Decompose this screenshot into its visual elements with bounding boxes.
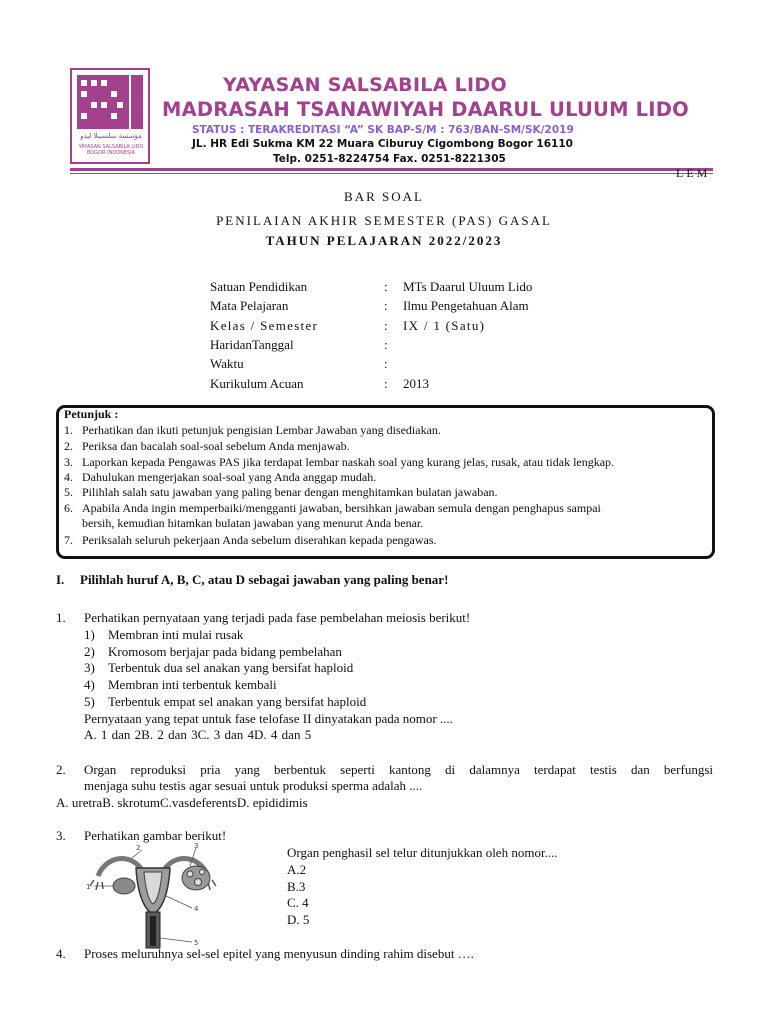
info-label: HaridanTanggal [210, 337, 294, 352]
instruction-item [64, 423, 441, 438]
label-line [166, 896, 192, 908]
info-label: Mata Pelajaran [210, 298, 289, 313]
header-divider [70, 168, 713, 171]
statement-text: Terbentuk empat sel anakan yang bersifat haploid [108, 694, 367, 709]
answer-option: A.2 [287, 862, 307, 877]
info-value: MTs Daarul Uluum Lido [403, 279, 533, 294]
diagram-label-5: 5 [194, 939, 199, 947]
instruction-item [64, 470, 376, 485]
info-label: Kelas / Semester [210, 318, 319, 333]
answer-option: D. 5 [287, 912, 310, 927]
question-text: Perhatikan gambar berikut! [84, 828, 227, 843]
follicle [187, 871, 193, 877]
instruction-text: Periksalah seluruh pekerjaan Anda sebelum diserahkan kepada pengawas. [82, 533, 437, 547]
vaginal-canal [150, 916, 156, 946]
doc-title-3: TAHUN PELAJARAN 2022/2023 [265, 233, 503, 248]
section-text: Pilihlah huruf A, B, C, atau D sebagai jawaban yang paling benar! [80, 572, 449, 587]
header-divider-thin [70, 173, 713, 174]
instruction-text: Dahulukan mengerjakan soal-soal yang Anda anggap mudah. [82, 470, 377, 484]
doc-title-1: BAR SOAL [344, 189, 424, 204]
info-colon: : [384, 376, 388, 391]
instruction-number: 7. [64, 533, 73, 547]
statement-text: Membran inti mulai rusak [108, 627, 244, 642]
right-ovary [182, 866, 210, 890]
corner-text: LEM [676, 166, 711, 180]
question-text: Proses meluruhnya sel-sel epitel yang menyusun dinding rahim disebut …. [84, 946, 474, 961]
left-fimbriae [90, 880, 103, 890]
follicle [200, 870, 205, 875]
instruction-number: 4. [64, 470, 73, 484]
statement-number: 1) [84, 627, 95, 642]
instruction-item [64, 485, 498, 500]
instruction-number: 2. [64, 439, 73, 453]
question-number: 2. [56, 762, 66, 777]
diagram-label-1: 1 [86, 883, 91, 891]
instruction-number: 5. [64, 485, 73, 499]
instruction-item [64, 533, 437, 548]
instruction-number: 3. [64, 455, 73, 469]
logo-bar [131, 75, 143, 129]
info-label: Satuan Pendidikan [210, 279, 308, 294]
answer-options: A. 1 dan 2B. 2 dan 3C. 3 dan 4D. 4 dan 5 [84, 727, 312, 742]
instructions-title: Petunjuk : [64, 407, 119, 421]
section-number: I. [56, 572, 65, 587]
school-name: MADRASAH TSANAWIYAH DAARUL ULUUM LIDO [162, 98, 689, 121]
question-number: 3. [56, 828, 66, 843]
diagram-label-2: 2 [136, 844, 141, 852]
question-prompt: Pernyataan yang tepat untuk fase telofase II dinyatakan pada nomor .... [84, 711, 453, 726]
instruction-text-cont: bersih, kemudian hitamkan bulatan jawaban yang menurut Anda benar. [82, 516, 424, 530]
info-value: 2013 [403, 376, 429, 391]
question-text-cont: menjaga suhu testis agar sesuai untuk produksi sperma adalah .... [84, 778, 423, 793]
question-prompt: Organ penghasil sel telur ditunjukkan oleh nomor.... [287, 845, 558, 860]
statement-number: 4) [84, 677, 95, 692]
answer-option: C. 4 [287, 895, 309, 910]
doc-title-2: PENILAIAN AKHIR SEMESTER (PAS) GASAL [216, 213, 552, 228]
instruction-text: Apabila Anda ingin memperbaiki/mengganti jawaban, bersihkan jawaban semula dengan penghapus sampai [82, 501, 601, 515]
section-heading [56, 572, 448, 588]
statement-number: 5) [84, 694, 95, 709]
uterus-diagram [86, 842, 220, 950]
instruction-item [64, 439, 350, 454]
label-line [160, 938, 192, 942]
logo-emblem [77, 75, 129, 129]
question-text: Perhatikan pernyataan yang terjadi pada fase pembelahan meiosis berikut! [84, 610, 471, 625]
question-text: Organ reproduksi pria yang berbentuk seperti kantong di dalamnya terdapat testis dan berfungsi [84, 762, 713, 777]
info-value: IX / 1 (Satu) [403, 318, 486, 333]
follicle [195, 879, 202, 886]
instruction-text: Laporkan kepada Pengawas PAS jika terdapat lembar naskah soal yang kurang jelas, rusak, atau tidak lengkap. [82, 455, 615, 469]
question-number: 4. [56, 946, 66, 961]
instruction-text: Periksa dan bacalah soal-soal sebelum Anda menjawab. [82, 439, 350, 453]
diagram-label-4: 4 [194, 905, 199, 913]
statement-number: 3) [84, 660, 95, 675]
instruction-number: 6. [64, 501, 73, 515]
instruction-item [64, 501, 601, 516]
info-colon: : [384, 279, 388, 294]
info-colon: : [384, 337, 388, 352]
diagram-label-3: 3 [194, 842, 199, 850]
instruction-item [64, 455, 614, 470]
foundation-name: YAYASAN SALSABILA LIDO [223, 74, 507, 96]
statement-text: Kromosom berjajar pada bidang pembelahan [108, 644, 342, 659]
accreditation-status: STATUS : TERAKREDITASI “A” SK BAP-S/M : 763/BAN-SM/SK/2019 [192, 124, 574, 136]
answer-option: B.3 [287, 879, 306, 894]
school-logo [70, 68, 150, 164]
info-value: Ilmu Pengetahuan Alam [403, 298, 529, 313]
info-label: Waktu [210, 356, 244, 371]
question-number: 1. [56, 610, 66, 625]
statement-number: 2) [84, 644, 95, 659]
info-colon: : [384, 356, 388, 371]
statement-text: Membran inti terbentuk kembali [108, 677, 277, 692]
left-ovary [113, 878, 135, 894]
info-colon: : [384, 318, 388, 333]
answer-options: A. uretraB. skrotumC.vasdeferentsD. epididimis [56, 795, 308, 810]
logo-caption: YAYASAN SALSABILA LIDO BOGOR INDONESIA [78, 144, 144, 156]
statement-text: Terbentuk dua sel anakan yang bersifat haploid [108, 660, 354, 675]
instruction-text: Perhatikan dan ikuti petunjuk pengisian Lembar Jawaban yang disediakan. [82, 423, 441, 437]
info-label: Kurikulum Acuan [210, 376, 304, 391]
instruction-number: 1. [64, 423, 73, 437]
school-phone: Telp. 0251-8224754 Fax. 0251-8221305 [273, 153, 506, 165]
logo-arabic-text: مؤسسة سلسبيلا ليدو [80, 132, 142, 140]
instruction-text: Pilihlah salah satu jawaban yang paling benar dengan menghitamkan bulatan jawaban. [82, 485, 498, 499]
info-colon: : [384, 298, 388, 313]
school-address: JL. HR Edi Sukma KM 22 Muara Ciburuy Cigombong Bogor 16110 [192, 138, 573, 150]
